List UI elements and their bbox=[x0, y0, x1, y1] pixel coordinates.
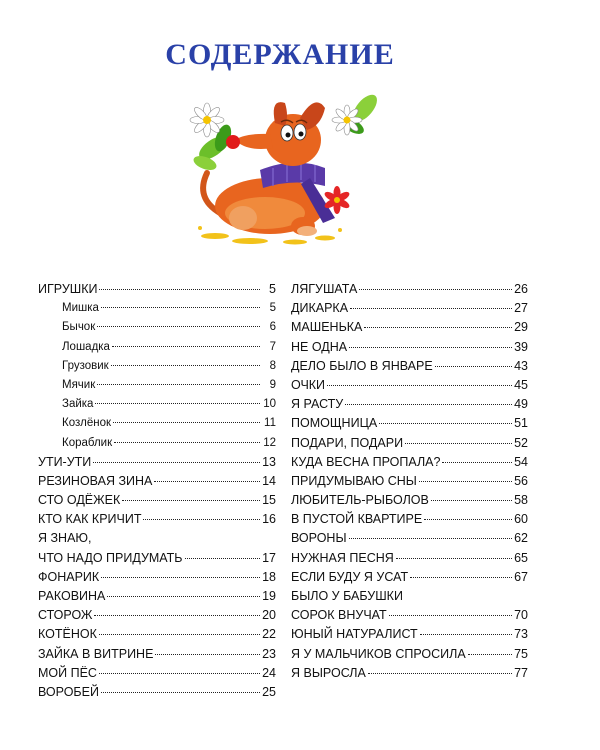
toc-entry[interactable] bbox=[291, 491, 528, 510]
dot-leader bbox=[364, 327, 512, 328]
toc-entry[interactable] bbox=[38, 529, 276, 548]
toc-entry[interactable] bbox=[291, 645, 528, 664]
toc-entry-title: СТО ОДЁЖЕК bbox=[38, 493, 121, 508]
toc-entry-title: В ПУСТОЙ КВАРТИРЕ bbox=[291, 512, 423, 527]
toc-entry-page-number: 14 bbox=[262, 473, 276, 488]
toc-entry[interactable] bbox=[38, 606, 276, 625]
toc-entry-title: Кораблик bbox=[62, 436, 113, 449]
toc-entry[interactable] bbox=[38, 318, 276, 337]
toc-entry-title: ОЧКИ bbox=[291, 377, 326, 392]
toc-entry-title: КТО КАК КРИЧИТ bbox=[38, 512, 142, 527]
toc-entry[interactable] bbox=[291, 625, 528, 644]
toc-entry[interactable] bbox=[291, 453, 528, 472]
toc-entry-title: ПРИДУМЫВАЮ СНЫ bbox=[291, 473, 417, 488]
toc-entry-page-number: 52 bbox=[514, 435, 528, 450]
toc-entry-title: ВОРОБЕЙ bbox=[38, 684, 99, 699]
toc-entry-page-number: 45 bbox=[514, 377, 528, 392]
toc-entry-page-number: 8 bbox=[269, 359, 276, 372]
toc-entry[interactable] bbox=[291, 529, 528, 548]
toc-entry-page-number: 27 bbox=[514, 301, 528, 316]
toc-entry[interactable] bbox=[291, 357, 528, 376]
right-daisy-icon bbox=[332, 105, 362, 135]
toc-entry-page-number: 75 bbox=[514, 646, 528, 661]
dot-leader bbox=[327, 385, 512, 386]
toc-entry-title: ЧТО НАДО ПРИДУМАТЬ bbox=[38, 550, 183, 565]
toc-entry[interactable] bbox=[38, 625, 276, 644]
toc-entry-title: Я РАСТУ bbox=[291, 397, 344, 412]
toc-entry-title: Я У МАЛЬЧИКОВ СПРОСИЛА bbox=[291, 646, 466, 661]
dot-leader bbox=[101, 577, 260, 578]
dot-leader bbox=[410, 577, 512, 578]
toc-entry-page-number: 17 bbox=[262, 550, 276, 565]
dot-leader bbox=[93, 462, 260, 463]
toc-entry-page-number: 49 bbox=[514, 397, 528, 412]
toc-entry-page-number: 26 bbox=[514, 282, 528, 296]
toc-entry[interactable] bbox=[291, 280, 528, 299]
toc-entry-title: ПОМОЩНИЦА bbox=[291, 416, 378, 431]
toc-entry[interactable] bbox=[291, 414, 528, 433]
toc-entry-page-number: 24 bbox=[262, 665, 276, 680]
toc-entry-page-number: 25 bbox=[262, 684, 276, 699]
toc-entry[interactable] bbox=[291, 472, 528, 491]
dot-leader bbox=[94, 615, 260, 616]
toc-entry-title: ДЕЛО БЫЛО В ЯНВАРЕ bbox=[291, 358, 433, 373]
toc-entry[interactable] bbox=[38, 453, 276, 472]
dog-illustration bbox=[175, 78, 385, 253]
toc-entry-title: РЕЗИНОВАЯ ЗИНА bbox=[38, 473, 153, 488]
dot-leader bbox=[113, 422, 260, 423]
toc-entry-page-number: 5 bbox=[269, 282, 276, 296]
toc-entry-page-number: 20 bbox=[262, 608, 276, 623]
toc-entry[interactable] bbox=[38, 280, 276, 299]
toc-entry-title: ВОРОНЫ bbox=[291, 531, 347, 546]
toc-entry-page-number: 39 bbox=[514, 339, 528, 354]
toc-entry-title: Грузовик bbox=[62, 359, 109, 372]
toc-entry-page-number: 7 bbox=[269, 340, 276, 353]
toc-entry[interactable] bbox=[291, 606, 528, 625]
toc-right-column bbox=[291, 280, 528, 683]
toc-entry[interactable] bbox=[291, 318, 528, 337]
toc-entry-page-number: 19 bbox=[262, 589, 276, 603]
dot-leader bbox=[95, 403, 260, 404]
toc-entry[interactable] bbox=[38, 395, 276, 414]
dot-leader bbox=[154, 481, 260, 482]
dot-leader bbox=[107, 596, 260, 597]
toc-left-column bbox=[38, 280, 276, 702]
dot-leader bbox=[101, 692, 260, 693]
toc-entry-title: БЫЛО У БАБУШКИ bbox=[291, 589, 403, 603]
toc-entry-title: КОТЁНОК bbox=[38, 627, 97, 642]
dot-leader bbox=[435, 366, 512, 367]
toc-entry-page-number: 9 bbox=[269, 378, 276, 391]
toc-entry-page-number: 13 bbox=[262, 454, 276, 469]
toc-entry-page-number: 29 bbox=[514, 320, 528, 335]
toc-entry[interactable] bbox=[291, 338, 528, 357]
dot-leader bbox=[419, 481, 512, 482]
toc-entry[interactable] bbox=[38, 587, 276, 606]
toc-entry-title: Мячик bbox=[62, 378, 96, 391]
dot-leader bbox=[468, 654, 512, 655]
left-daisy-icon bbox=[190, 103, 224, 137]
toc-entry-page-number: 23 bbox=[262, 646, 276, 661]
dot-leader bbox=[431, 500, 512, 501]
toc-entry-title: ЛЮБИТЕЛЬ-РЫБОЛОВ bbox=[291, 493, 429, 508]
toc-entry-title: Я ЗНАЮ, bbox=[38, 531, 92, 546]
toc-entry[interactable] bbox=[38, 357, 276, 376]
toc-entry-title: КУДА ВЕСНА ПРОПАЛА? bbox=[291, 454, 441, 469]
dot-leader bbox=[420, 634, 512, 635]
dot-leader bbox=[389, 615, 512, 616]
toc-entry[interactable] bbox=[291, 376, 528, 395]
toc-entry[interactable] bbox=[291, 664, 528, 683]
toc-entry-title: Лошадка bbox=[62, 340, 110, 353]
toc-entry[interactable] bbox=[38, 414, 276, 433]
toc-entry-page-number: 73 bbox=[514, 627, 528, 642]
dot-leader bbox=[99, 673, 260, 674]
toc-entry-page-number: 11 bbox=[264, 417, 276, 430]
toc-entry-title: ЗАЙКА В ВИТРИНЕ bbox=[38, 646, 154, 661]
toc-entry[interactable] bbox=[38, 338, 276, 357]
toc-entry-page-number: 18 bbox=[262, 569, 276, 584]
dot-leader bbox=[97, 384, 260, 385]
toc-entry-page-number: 54 bbox=[514, 454, 528, 469]
dot-leader bbox=[114, 442, 260, 443]
toc-entry-title: ПОДАРИ, ПОДАРИ bbox=[291, 435, 404, 450]
toc-entry[interactable] bbox=[291, 395, 528, 414]
toc-entry[interactable] bbox=[291, 510, 528, 529]
toc-entry-page-number: 70 bbox=[514, 608, 528, 623]
toc-entry-page-number: 77 bbox=[514, 665, 528, 680]
toc-entry[interactable] bbox=[38, 510, 276, 529]
dot-leader bbox=[99, 289, 260, 290]
dot-leader bbox=[111, 365, 260, 366]
toc-entry-title: МАШЕНЬКА bbox=[291, 320, 363, 335]
toc-entry-title: СОРОК ВНУЧАТ bbox=[291, 608, 387, 623]
dot-leader bbox=[368, 673, 512, 674]
dot-leader bbox=[101, 307, 260, 308]
page-title: СОДЕРЖАНИЕ bbox=[165, 38, 395, 71]
toc-entry[interactable] bbox=[38, 472, 276, 491]
dot-leader bbox=[112, 346, 260, 347]
toc-entry[interactable] bbox=[291, 299, 528, 318]
toc-entry-title: РАКОВИНА bbox=[38, 589, 106, 603]
toc-entry-title: НЕ ОДНА bbox=[291, 339, 348, 354]
toc-entry[interactable] bbox=[291, 549, 528, 568]
toc-entry[interactable] bbox=[38, 664, 276, 683]
dot-leader bbox=[155, 654, 260, 655]
toc-entry-title: ФОНАРИК bbox=[38, 569, 100, 584]
toc-entry-title: Бычок bbox=[62, 321, 96, 334]
toc-entry-title: Козлёнок bbox=[62, 417, 111, 430]
toc-entry[interactable] bbox=[38, 434, 276, 453]
toc-entry-page-number: 51 bbox=[514, 416, 528, 431]
toc-entry-page-number: 67 bbox=[514, 569, 528, 584]
dot-leader bbox=[122, 500, 260, 501]
toc-entry-title: ЛЯГУШАТА bbox=[291, 282, 358, 296]
dot-leader bbox=[379, 423, 512, 424]
toc-entry-page-number: 22 bbox=[262, 627, 276, 642]
toc-entry[interactable] bbox=[291, 434, 528, 453]
dot-leader bbox=[97, 326, 260, 327]
dot-leader bbox=[143, 519, 260, 520]
dot-leader bbox=[349, 538, 512, 539]
toc-entry-title: ИГРУШКИ bbox=[38, 282, 98, 296]
toc-entry[interactable] bbox=[38, 376, 276, 395]
toc-entry-title: ЮНЫЙ НАТУРАЛИСТ bbox=[291, 627, 418, 642]
dot-leader bbox=[345, 404, 512, 405]
toc-entry-page-number: 43 bbox=[514, 358, 528, 373]
toc-entry-page-number: 60 bbox=[514, 512, 528, 527]
toc-entry-title: Мишка bbox=[62, 302, 99, 315]
toc-entry[interactable] bbox=[291, 568, 528, 587]
toc-entry-title: СТОРОЖ bbox=[38, 608, 93, 623]
toc-entry-page-number: 16 bbox=[262, 512, 276, 527]
toc-entry-title: МОЙ ПЁС bbox=[38, 665, 97, 680]
toc-entry-title: НУЖНАЯ ПЕСНЯ bbox=[291, 550, 394, 565]
dot-leader bbox=[99, 634, 260, 635]
toc-entry-page-number: 12 bbox=[263, 436, 276, 449]
toc-entry[interactable] bbox=[38, 683, 276, 702]
dot-leader bbox=[359, 289, 512, 290]
toc-entry[interactable] bbox=[38, 645, 276, 664]
toc-entry-page-number: 5 bbox=[269, 302, 276, 315]
dot-leader bbox=[185, 558, 260, 559]
toc-entry-page-number: 6 bbox=[269, 321, 276, 334]
toc-entry[interactable] bbox=[38, 549, 276, 568]
toc-entry-title: ДИКАРКА bbox=[291, 301, 349, 316]
toc-entry-page-number: 58 bbox=[514, 493, 528, 508]
toc-entry-title: ЕСЛИ БУДУ Я УСАТ bbox=[291, 569, 409, 584]
toc-entry-page-number: 65 bbox=[514, 550, 528, 565]
toc-entry-title: Зайка bbox=[62, 398, 94, 411]
toc-entry-title: УТИ-УТИ bbox=[38, 454, 92, 469]
dot-leader bbox=[405, 443, 512, 444]
toc-entry[interactable] bbox=[291, 587, 528, 606]
toc-entry-page-number: 10 bbox=[263, 398, 276, 411]
dot-leader bbox=[350, 308, 512, 309]
dot-leader bbox=[349, 347, 512, 348]
dot-leader bbox=[424, 519, 512, 520]
toc-entry[interactable] bbox=[38, 491, 276, 510]
toc-entry-page-number: 56 bbox=[514, 473, 528, 488]
toc-entry-title: Я ВЫРОСЛА bbox=[291, 665, 366, 680]
dot-leader bbox=[442, 462, 512, 463]
toc-entry-page-number: 62 bbox=[514, 531, 528, 546]
dot-leader bbox=[396, 558, 512, 559]
toc-entry-page-number: 15 bbox=[262, 493, 276, 508]
toc-entry[interactable] bbox=[38, 299, 276, 318]
toc-entry[interactable] bbox=[38, 568, 276, 587]
